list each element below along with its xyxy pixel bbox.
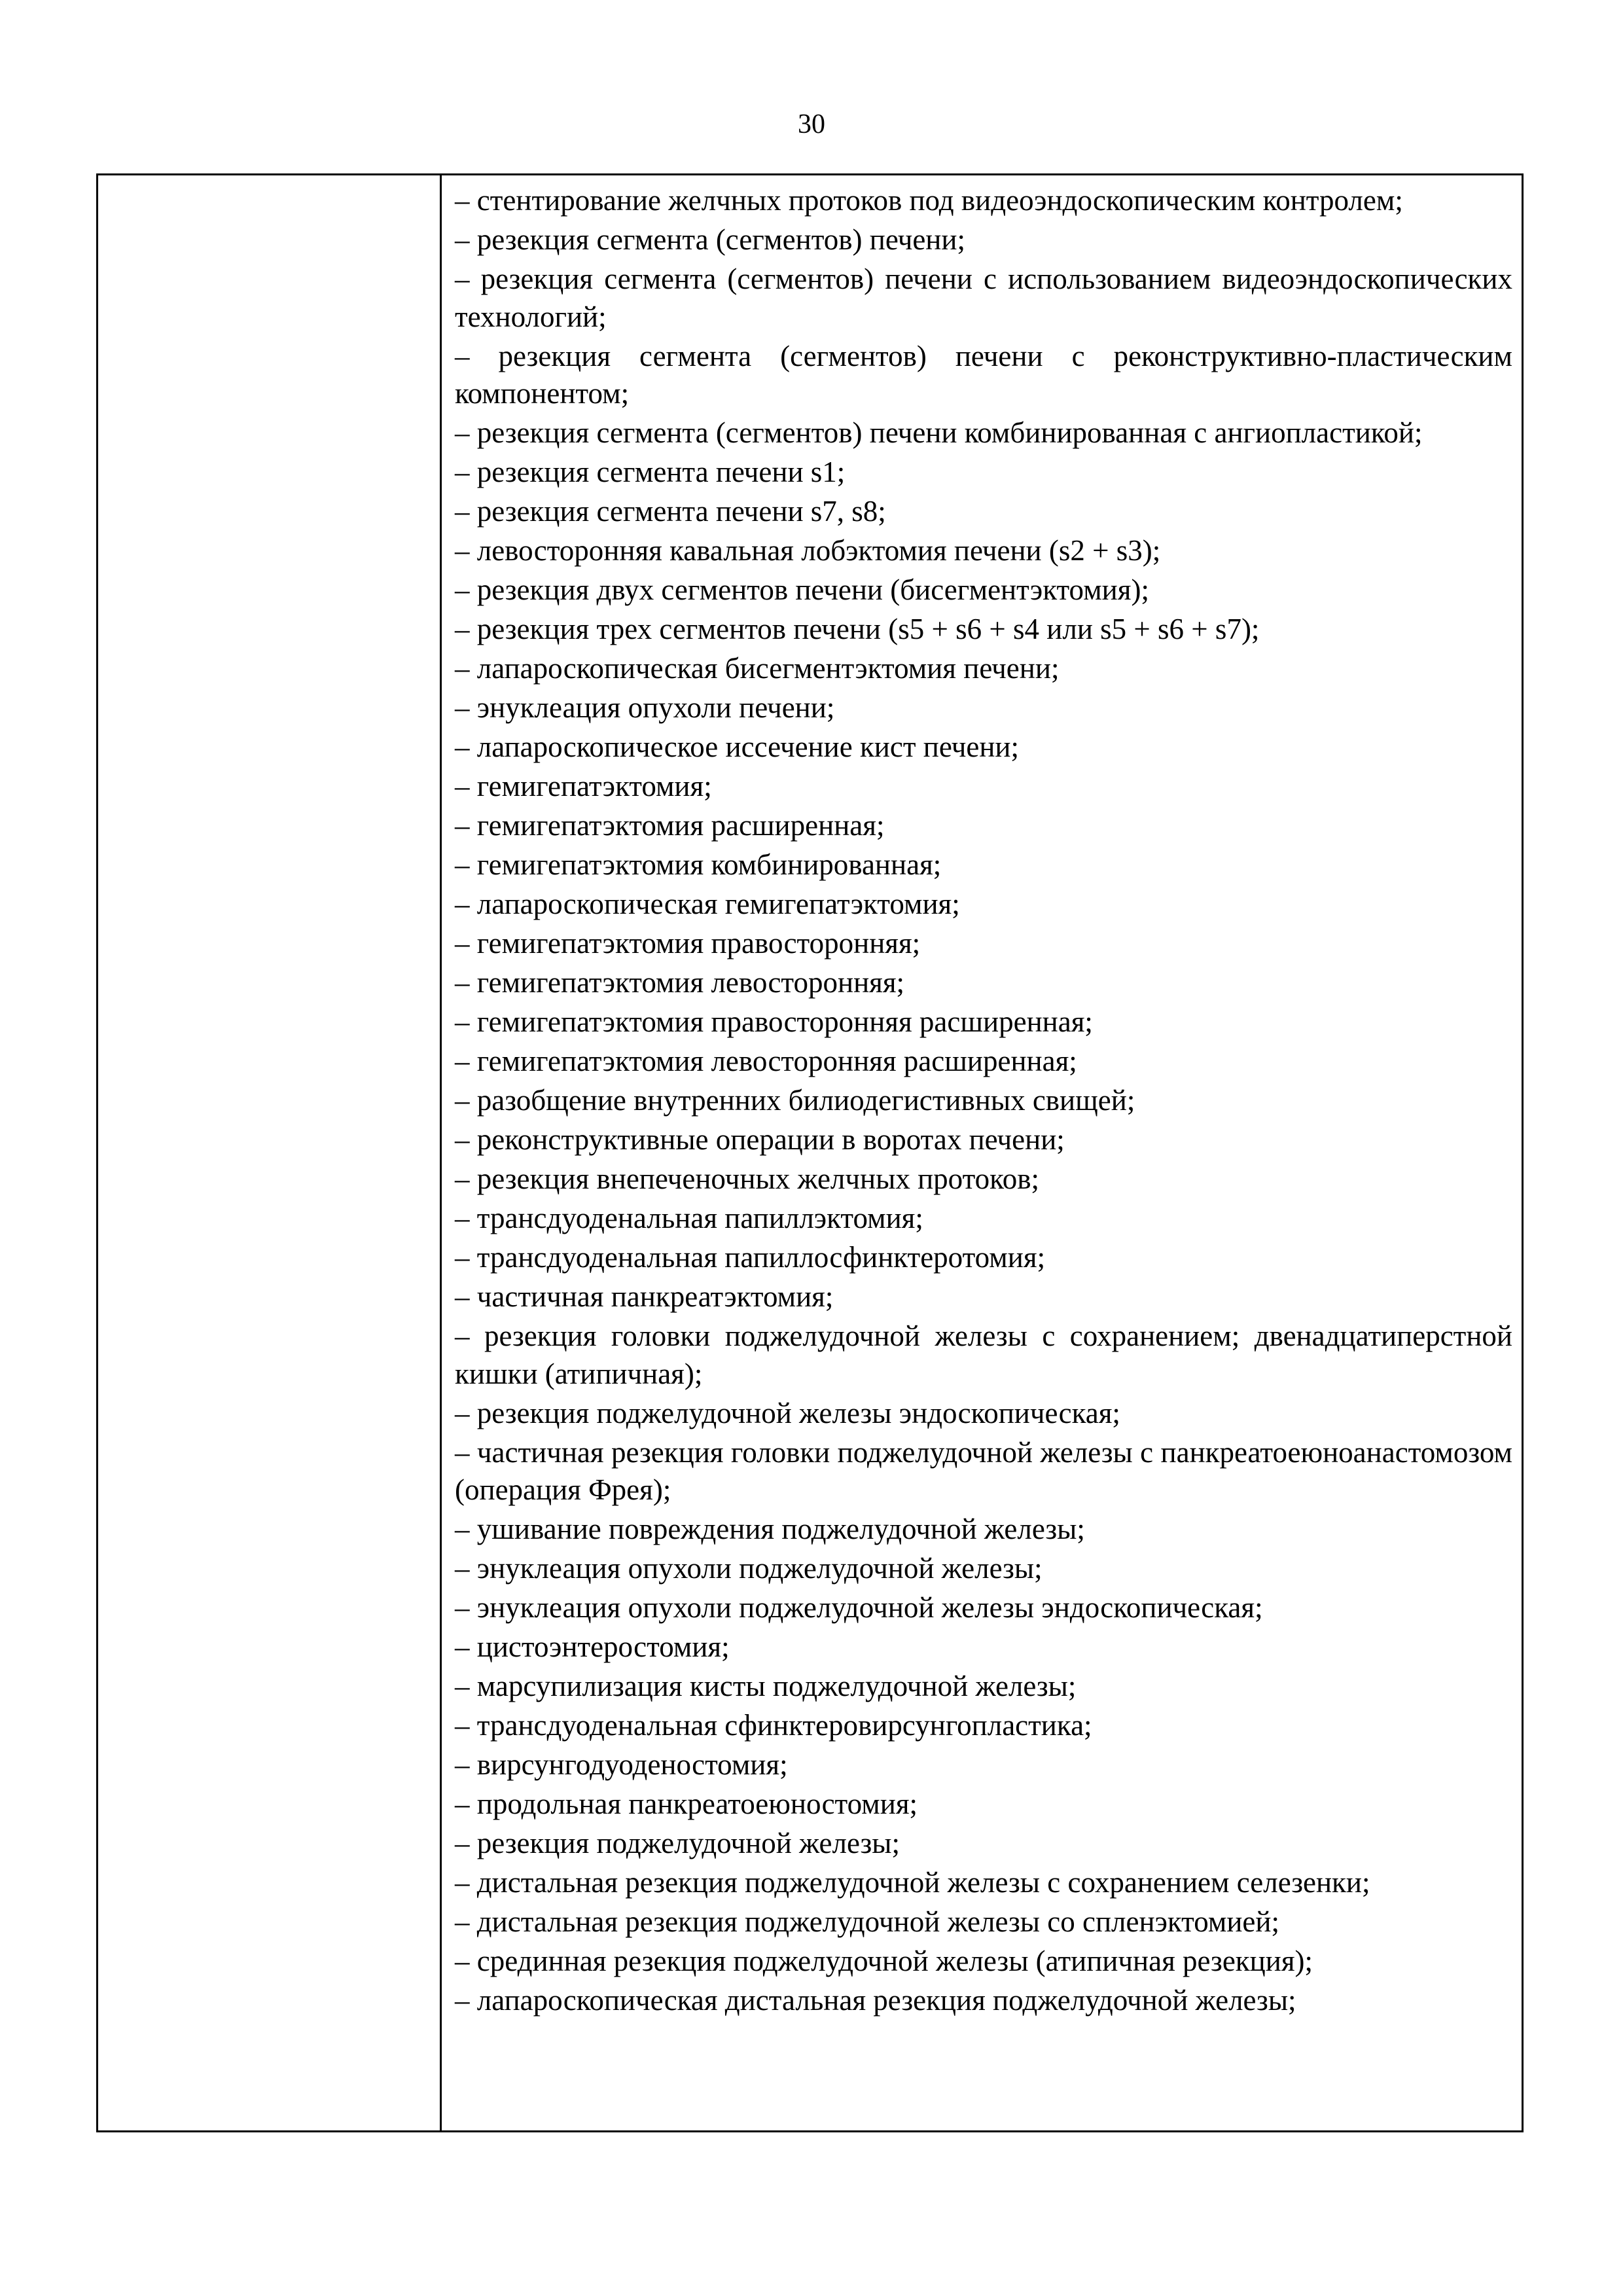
list-item: – энуклеация опухоли поджелудочной железы; [455,1552,1043,1585]
list-item: – резекция сегмента печени s7, s8; [455,495,886,528]
table-left-cell [98,175,442,2130]
list-item: – резекция головки поджелудочной железы с сохранением; двенадцатиперстной кишки (атипичная); [455,1319,1512,1390]
list-item: – резекция сегмента печени s1; [455,456,846,488]
list-item: – лапароскопическая бисегментэктомия печени; [455,652,1060,685]
list-item: – резекция сегмента (сегментов) печени с реконструктивно-пластическим компонентом; [455,339,1512,410]
list-item: – марсупилизация кисты поджелудочной железы; [455,1670,1077,1702]
list-item: – резекция сегмента (сегментов) печени комбинированная с ангиопластикой; [455,416,1423,449]
list-item: – гемигепатэктомия правосторонняя; [455,927,921,960]
list-item: – частичная панкреатэктомия; [455,1280,834,1313]
list-item: – разобщение внутренних билиодегистивных свищей; [455,1084,1135,1117]
list-item: – лапароскопическая дистальная резекция поджелудочной железы; [455,1984,1296,2017]
list-item: – энуклеация опухоли поджелудочной железы эндоскопическая; [455,1591,1263,1624]
list-item: – трансдуоденальная папиллосфинктеротомия; [455,1241,1046,1274]
list-item: – резекция внепеченочных желчных протоков; [455,1162,1039,1195]
list-item: – резекция поджелудочной железы; [455,1827,901,1859]
list-item: – резекция поджелудочной железы эндоскопическая; [455,1396,1120,1429]
list-item: – срединная резекция поджелудочной железы (атипичная резекция); [455,1945,1313,1977]
list-item: – гемигепатэктомия расширенная; [455,809,885,842]
list-item: – гемигепатэктомия правосторонняя расширенная; [455,1005,1093,1038]
list-item: – дистальная резекция поджелудочной железы со спленэктомией; [455,1905,1279,1938]
list-item: – левосторонняя кавальная лобэктомия печени (s2 + s3); [455,534,1161,567]
list-item: – гемигепатэктомия комбинированная; [455,848,942,881]
list-item: – резекция сегмента (сегментов) печени; [455,223,965,256]
list-item: – резекция двух сегментов печени (бисегментэктомия); [455,573,1149,606]
page-number: 30 [798,109,825,139]
list-item: – гемигепатэктомия; [455,770,712,802]
list-item: – трансдуоденальная сфинктеровирсунгопластика; [455,1709,1092,1742]
list-item: – дистальная резекция поджелудочной железы с сохранением селезенки; [455,1866,1370,1899]
list-item: – лапароскопическое иссечение кист печени; [455,730,1019,763]
list-item: – лапароскопическая гемигепатэктомия; [455,888,960,920]
list-item: – резекция сегмента (сегментов) печени с использованием видеоэндоскопических технологий; [455,262,1512,333]
list-item: – реконструктивные операции в воротах печени; [455,1123,1065,1156]
procedures-list [442,175,1522,2130]
list-item: – стентирование желчных протоков под видеоэндоскопическим контролем; [455,184,1403,217]
list-item: – частичная резекция головки поджелудочной железы с панкреатоеюноанастомозом (операция Фрея); [455,1435,1512,1506]
procedures-table [96,173,1524,2132]
list-item: – продольная панкреатоеюностомия; [455,1787,918,1820]
list-item: – ушивание повреждения поджелудочной железы; [455,1513,1085,1545]
list-item: – вирсунгодуоденостомия; [455,1748,788,1781]
list-item: – цистоэнтеростомия; [455,1630,730,1663]
list-item: – энуклеация опухоли печени; [455,691,835,724]
list-item: – трансдуоденальная папиллэктомия; [455,1202,923,1234]
list-item: – гемигепатэктомия левосторонняя расширенная; [455,1045,1077,1077]
list-item: – гемигепатэктомия левосторонняя; [455,966,905,999]
list-item: – резекция трех сегментов печени (s5 + s6 + s4 или s5 + s6 + s7); [455,613,1260,645]
